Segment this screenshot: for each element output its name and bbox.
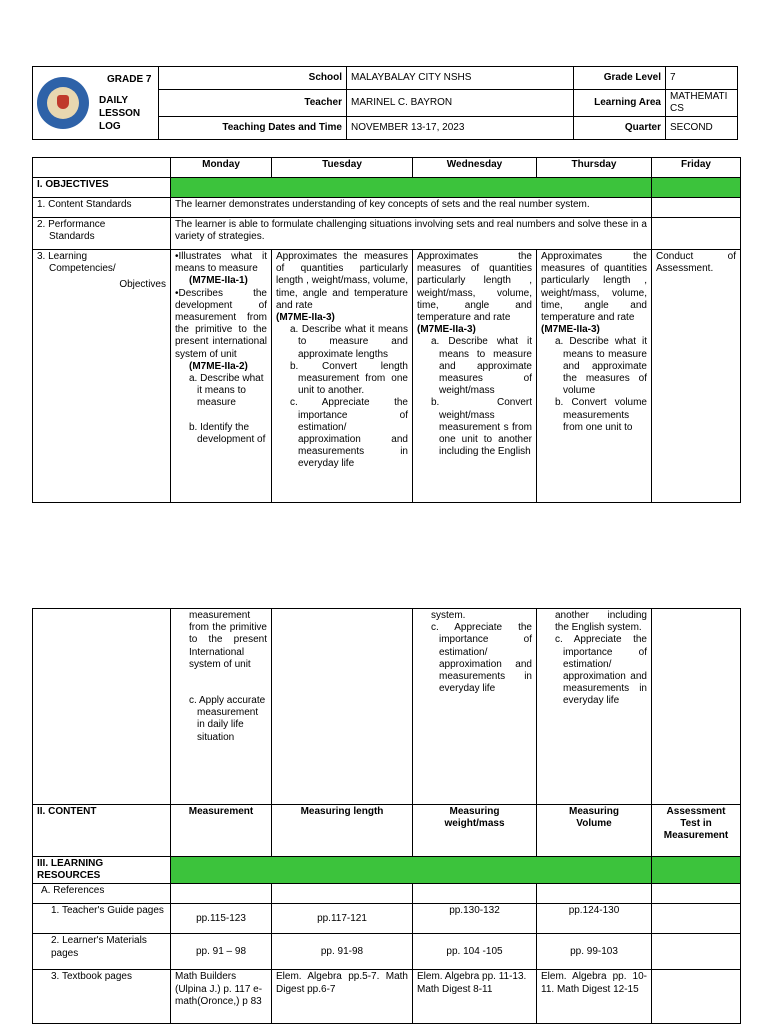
log-title-2: LESSON (99, 108, 141, 120)
day-tuesday: Tuesday (272, 158, 413, 178)
tg-wednesday: pp.130-132 (413, 904, 537, 934)
grade-level-value: 7 (666, 67, 738, 90)
continuation-table (32, 608, 741, 1024)
objectives-heading: I. OBJECTIVES (33, 178, 171, 198)
lm-thursday: pp. 99-103 (537, 934, 652, 970)
objectives-table (32, 157, 741, 503)
tg-tuesday: pp.117-121 (272, 904, 413, 934)
tb-monday: Math Builders (Ulpina J.) p. 117 e-math(Oronce,) p 83 (171, 970, 272, 1024)
references-label: A. References (33, 884, 171, 904)
dates-label: Teaching Dates and Time (159, 117, 347, 140)
wednesday-objectives: Approximates the measures of quantities particularly length , weight/mass, volume, time, angle and temperature and rate (M7ME-IIa-3) a. Describe what it means to measure and approximate measures of weight/mass b. Convert weight/mass measurement s from one unit to another including the English (413, 250, 537, 503)
content-friday: Assessment Test in Measurement (652, 805, 741, 857)
content-tuesday: Measuring length (272, 805, 413, 857)
tb-wednesday: Elem. Algebra pp. 11-13. Math Digest 8-11 (413, 970, 537, 1024)
quarter-value: SECOND (666, 117, 738, 140)
grade-title: GRADE 7 (107, 74, 152, 86)
content-wednesday: Measuring weight/mass (413, 805, 537, 857)
content-standards-label: 1. Content Standards (33, 198, 171, 218)
deped-seal-icon (37, 77, 89, 129)
learning-area-value: MATHEMATICS (666, 90, 738, 117)
day-wednesday: Wednesday (413, 158, 537, 178)
content-thursday: Measuring Volume (537, 805, 652, 857)
log-title-3: LOG (99, 121, 121, 133)
tb-label: 3. Textbook pages (33, 970, 171, 1024)
tuesday-objectives: Approximates the measures of quantities particularly length , weight/mass, volume, time, angle and temperature and rate (M7ME-IIa-3) a. Describe what it means to measure and approximate lengths b. Convert length measurement from one unit to another. c. Appreciate the importance of estimation/ approximation and measurements in everyday life (272, 250, 413, 503)
tb-thursday: Elem. Algebra pp. 10-11. Math Digest 12-15 (537, 970, 652, 1024)
lm-label: 2. Learner's Materials pages (33, 934, 171, 970)
day-friday: Friday (652, 158, 741, 178)
day-thursday: Thursday (537, 158, 652, 178)
lm-monday: pp. 91 – 98 (171, 934, 272, 970)
content-monday: Measurement (171, 805, 272, 857)
quarter-label: Quarter (574, 117, 666, 140)
lm-wednesday: pp. 104 -105 (413, 934, 537, 970)
competencies-label: 3. Learning Competencies/ Objectives (33, 250, 171, 503)
tg-friday (652, 904, 741, 934)
resources-heading: III. LEARNING RESOURCES (33, 857, 171, 884)
page-2 (0, 560, 768, 1024)
school-label: School (159, 67, 347, 90)
teacher-label: Teacher (159, 90, 347, 117)
monday-objectives: •Illustrates what it means to measure (M7ME-IIa-1) •Describes the development of measurement from the primitive to the present international system of unit (M7ME-IIa-2) a. Describe what it means to measure b. Identify the development of (171, 250, 272, 503)
content-standards-text: The learner demonstrates understanding of key concepts of sets and the real number system. (171, 198, 652, 218)
wednesday-objectives-cont: system. c. Appreciate the importance of estimation/ approximation and measurements in everyday life (413, 609, 537, 805)
tg-monday: pp.115-123 (171, 904, 272, 934)
tg-thursday: pp.124-130 (537, 904, 652, 934)
performance-standards-text: The learner is able to formulate challenging situations involving sets and real numbers and solve these in a variety of strategies. (171, 218, 652, 250)
teacher-value: MARINEL C. BAYRON (347, 90, 574, 117)
dates-value: NOVEMBER 13-17, 2023 (347, 117, 574, 140)
thursday-objectives: Approximates the measures of quantities particularly length , weight/mass, volume, time, angle and temperature and rate (M7ME-IIa-3) a. Describe what it means to measure and approximate the measures of volume b. Convert volume measurements from one unit to (537, 250, 652, 503)
header-table (32, 66, 738, 140)
logo-cell (33, 67, 159, 140)
grade-level-label: Grade Level (574, 67, 666, 90)
monday-objectives-cont: measurement from the primitive to the present International system of unit c. Apply accurate measurement in daily life situation (171, 609, 272, 805)
tb-tuesday: Elem. Algebra pp.5-7. Math Digest pp.6-7 (272, 970, 413, 1024)
friday-objectives: Conduct of Assessment. (652, 250, 741, 503)
log-title-1: DAILY (99, 95, 129, 107)
tg-label: 1. Teacher's Guide pages (33, 904, 171, 934)
thursday-objectives-cont: another including the English system. c. Appreciate the importance of estimation/ approximation and measurements in everyday life (537, 609, 652, 805)
performance-standards-label: 2. Performance Standards (33, 218, 171, 250)
tb-friday (652, 970, 741, 1024)
lm-friday (652, 934, 741, 970)
lm-tuesday: pp. 91-98 (272, 934, 413, 970)
school-value: MALAYBALAY CITY NSHS (347, 67, 574, 90)
learning-area-label: Learning Area (574, 90, 666, 117)
day-monday: Monday (171, 158, 272, 178)
content-heading: II. CONTENT (33, 805, 171, 857)
